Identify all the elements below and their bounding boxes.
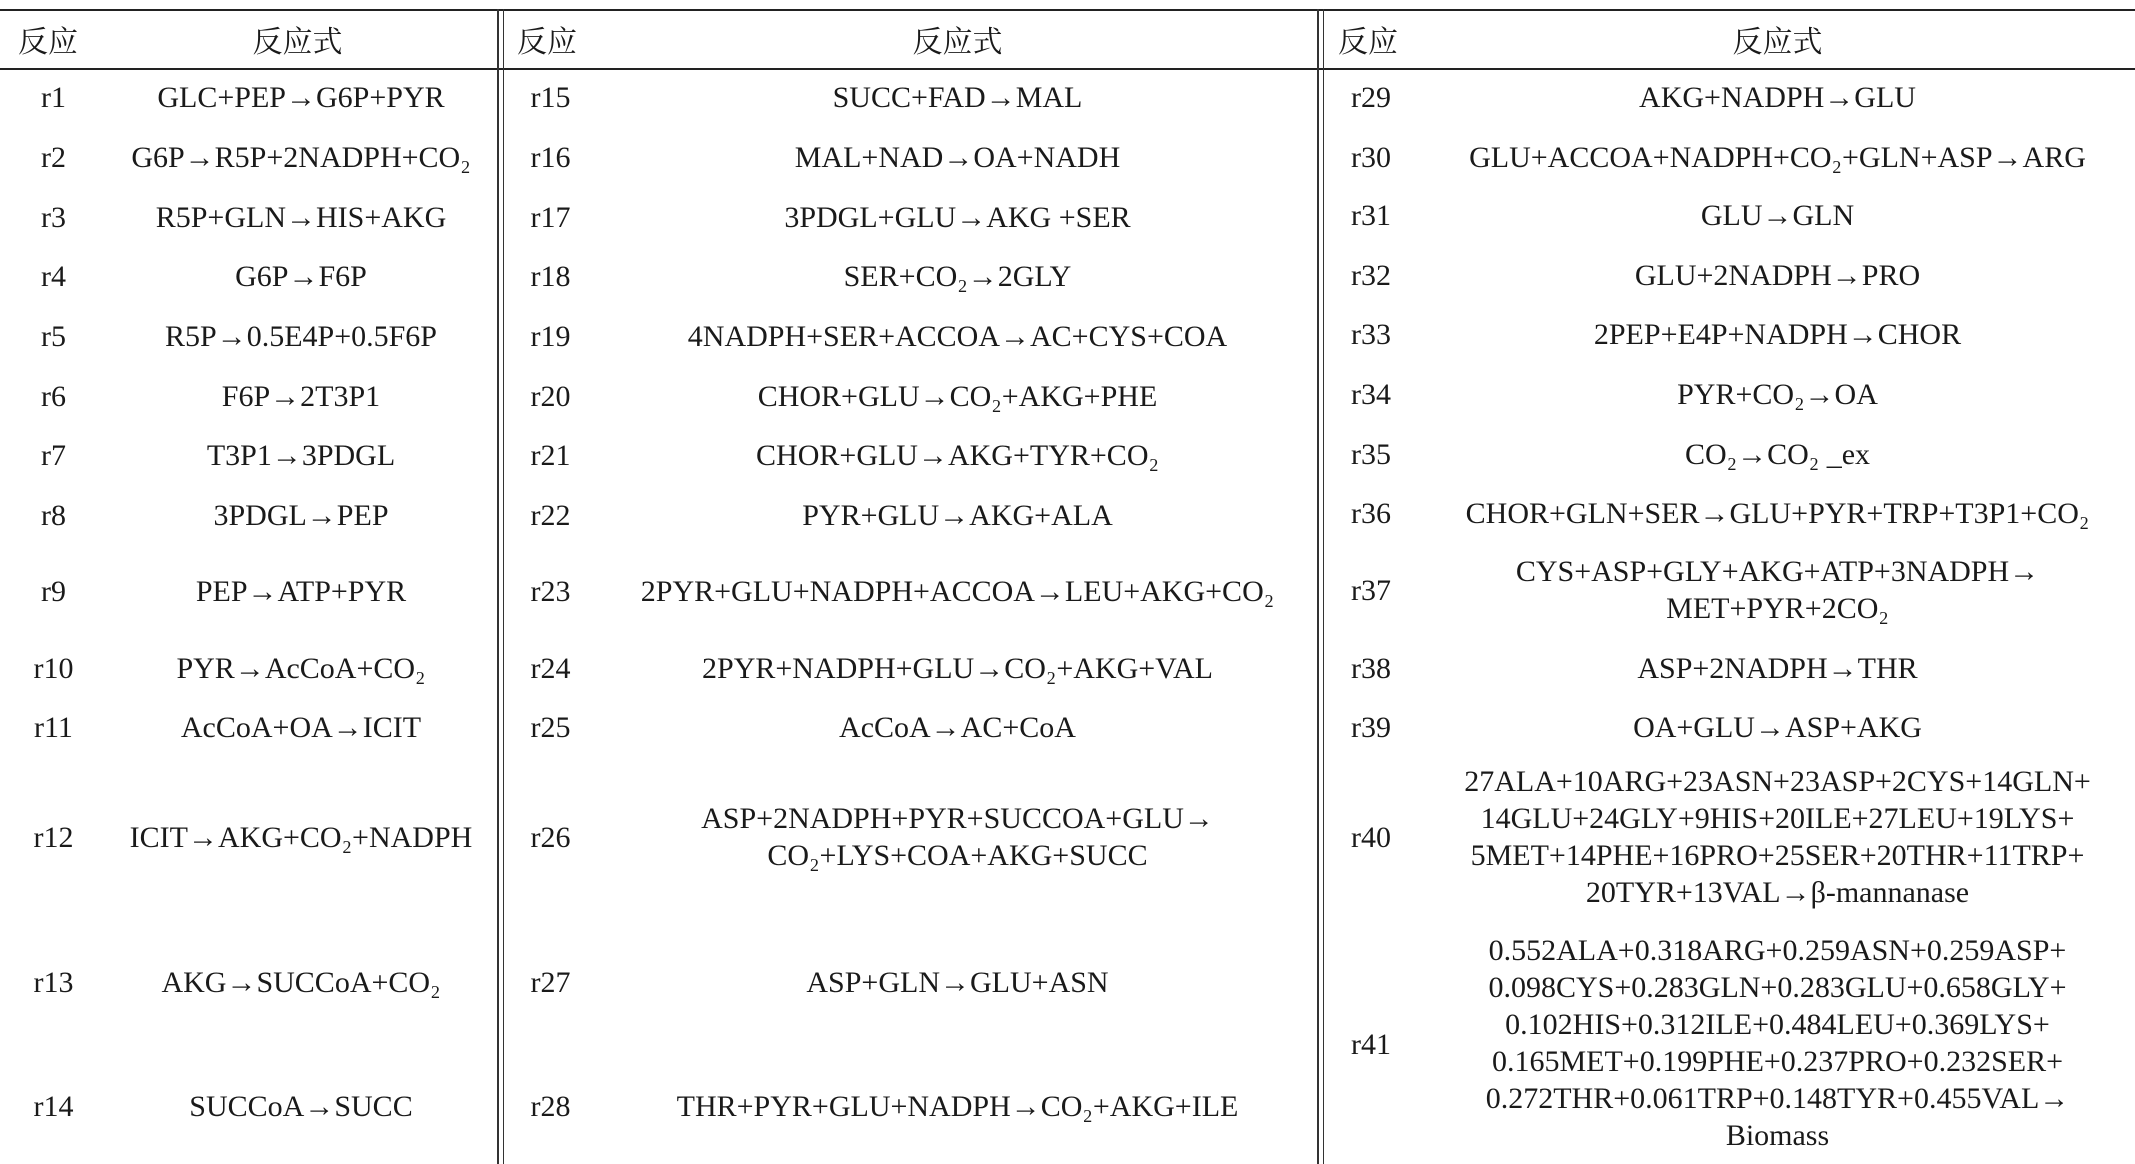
equation-line: CO₂+LYS+COA+AKG+SUCC: [767, 839, 1148, 872]
equation-line: 0.102HIS+0.312ILE+0.484LEU+0.369LYS+: [1505, 1007, 2050, 1041]
reaction-equation: PYR→AcCoA+CO₂: [176, 651, 426, 685]
equation-line: CYS+ASP+GLY+AKG+ATP+3NADPH→: [1515, 555, 2040, 588]
reaction-id: r39: [1351, 710, 1391, 744]
reaction-equation: ICIT→AKG+CO₂+NADPH: [129, 820, 473, 854]
reaction-id: r18: [530, 259, 571, 293]
reaction-equation: R5P+GLN→HIS+AKG: [155, 200, 447, 234]
reaction-id: r32: [1351, 258, 1391, 292]
reaction-equation: 3PDGL→PEP: [213, 498, 389, 532]
reaction-equation: PYR+GLU→AKG+ALA: [802, 498, 1113, 532]
reaction-id: r11: [34, 710, 73, 744]
reaction-equation: G6P→R5P+2NADPH+CO₂: [131, 140, 471, 174]
reaction-id: r33: [1351, 317, 1391, 351]
reaction-id: r2: [41, 140, 66, 174]
header-reaction-1: 反应: [18, 25, 78, 60]
reaction-equation: 2PEP+E4P+NADPH→CHOR: [1593, 317, 1962, 351]
reaction-equation: THR+PYR+GLU+NADPH→CO₂+AKG+ILE: [676, 1089, 1239, 1123]
reaction-equation: OA+GLU→ASP+AKG: [1633, 710, 1922, 744]
reaction-equation: MAL+NAD→OA+NADH: [794, 140, 1121, 174]
reaction-id: r41: [1351, 1027, 1391, 1061]
reaction-id: r20: [530, 379, 571, 413]
reaction-equation: ASP+2NADPH→THR: [1637, 651, 1918, 685]
reaction-id: r26: [530, 820, 571, 854]
reaction-id: r12: [33, 820, 74, 854]
header-equation-3: 反应式: [1732, 25, 1823, 60]
header-equation-2: 反应式: [912, 25, 1003, 60]
reaction-equation: GLU+2NADPH→PRO: [1634, 258, 1921, 292]
reaction-equation: PEP→ATP+PYR: [195, 574, 407, 608]
header-equation-1: 反应式: [252, 25, 343, 60]
column-separator-1: [497, 9, 504, 1164]
reaction-equation: GLC+PEP→G6P+PYR: [157, 80, 445, 114]
reaction-equation: AcCoA+OA→ICIT: [180, 710, 422, 744]
equation-line: 5MET+14PHE+16PRO+25SER+20THR+11TRP+: [1470, 839, 2085, 872]
reaction-equation: CHOR+GLU→AKG+TYR+CO₂: [756, 438, 1159, 472]
reaction-id: r7: [41, 438, 66, 472]
header-reaction-3: 反应: [1338, 25, 1398, 60]
reaction-equation: [1420, 553, 2135, 627]
reaction-id: r23: [530, 574, 571, 608]
equation-line: 14GLU+24GLY+9HIS+20ILE+27LEU+19LYS+: [1480, 802, 2075, 835]
reaction-id: r25: [530, 710, 571, 744]
equation-line: 0.165MET+0.199PHE+0.237PRO+0.232SER+: [1491, 1044, 2064, 1078]
reaction-equation: R5P→0.5E4P+0.5F6P: [165, 319, 437, 353]
reaction-id: r35: [1351, 437, 1391, 471]
reaction-equation: AKG+NADPH→GLU: [1639, 80, 1916, 114]
reaction-equation: SUCC+FAD→MAL: [832, 80, 1083, 114]
reaction-id: r37: [1351, 573, 1391, 607]
reaction-id: r30: [1351, 140, 1391, 174]
reaction-equation: F6P→2T3P1: [221, 379, 381, 413]
reaction-equation: CO₂→CO₂ _ex: [1684, 437, 1871, 471]
reaction-equation: 3PDGL+GLU→AKG +SER: [784, 200, 1131, 234]
reaction-id: r1: [41, 80, 66, 114]
reaction-equation: GLU+ACCOA+NADPH+CO₂+GLN+ASP→ARG: [1469, 140, 2086, 174]
reaction-id: r27: [530, 965, 571, 999]
reaction-equation: [1420, 930, 2135, 1155]
reaction-equation: 2PYR+NADPH+GLU→CO₂+AKG+VAL: [702, 651, 1213, 685]
reaction-equation: SER+CO₂→2GLY: [843, 259, 1072, 293]
reaction-id: r14: [33, 1089, 74, 1123]
equation-line: 0.098CYS+0.283GLN+0.283GLU+0.658GLY+: [1488, 970, 2067, 1004]
reaction-equation: [600, 800, 1315, 874]
equation-line: MET+PYR+2CO₂: [1666, 592, 1889, 625]
reaction-equation: [1420, 762, 2135, 912]
header-bottom-rule: [0, 68, 2135, 70]
reaction-id: r34: [1351, 377, 1391, 411]
header-reaction-2: 反应: [517, 25, 577, 60]
equation-line: 27ALA+10ARG+23ASN+23ASP+2CYS+14GLN+: [1464, 765, 2091, 798]
reaction-id: r8: [41, 498, 66, 532]
reaction-id: r38: [1351, 651, 1391, 685]
reaction-equation: AcCoA→AC+CoA: [839, 710, 1076, 744]
reaction-id: r15: [530, 80, 571, 114]
reaction-id: r28: [530, 1089, 571, 1123]
reaction-equation: G6P→F6P: [235, 259, 367, 293]
reaction-equation: CHOR+GLU→CO₂+AKG+PHE: [757, 379, 1158, 413]
reaction-id: r4: [41, 259, 66, 293]
reaction-equation: 2PYR+GLU+NADPH+ACCOA→LEU+AKG+CO₂: [640, 574, 1275, 608]
reaction-id: r10: [33, 651, 74, 685]
reaction-equation: PYR+CO₂→OA: [1677, 377, 1878, 411]
reaction-id: r22: [530, 498, 571, 532]
reaction-equation: ASP+GLN→GLU+ASN: [806, 965, 1109, 999]
equation-line: Biomass: [1725, 1118, 1830, 1152]
reaction-equation: GLU→GLN: [1700, 198, 1855, 232]
reaction-equation: CHOR+GLN+SER→GLU+PYR+TRP+T3P1+CO₂: [1465, 496, 2090, 530]
reaction-id: r13: [33, 965, 74, 999]
reaction-id: r3: [41, 200, 66, 234]
column-separator-2: [1317, 9, 1324, 1164]
equation-line: 20TYR+13VAL→β-mannanase: [1585, 876, 1970, 909]
reaction-id: r6: [41, 379, 66, 413]
equation-line: 0.272THR+0.061TRP+0.148TYR+0.455VAL→: [1485, 1081, 2070, 1115]
equation-line: ASP+2NADPH+PYR+SUCCOA+GLU→: [701, 802, 1214, 835]
reaction-id: r21: [530, 438, 571, 472]
reaction-id: r40: [1351, 820, 1391, 854]
reaction-id: r31: [1351, 198, 1391, 232]
reaction-id: r24: [530, 651, 571, 685]
reaction-id: r5: [41, 319, 66, 353]
reaction-equation: AKG→SUCCoA+CO₂: [161, 965, 441, 999]
reaction-equation: T3P1→3PDGL: [206, 438, 396, 472]
reaction-id: r9: [41, 574, 66, 608]
reaction-id: r29: [1351, 80, 1391, 114]
reaction-id: r19: [530, 319, 571, 353]
reaction-equation: 4NADPH+SER+ACCOA→AC+CYS+COA: [687, 319, 1228, 353]
reaction-id: r17: [530, 200, 571, 234]
reaction-equation: SUCCoA→SUCC: [189, 1089, 413, 1123]
equation-line: 0.552ALA+0.318ARG+0.259ASN+0.259ASP+: [1488, 933, 2067, 967]
reaction-id: r36: [1351, 496, 1391, 530]
reaction-id: r16: [530, 140, 571, 174]
table-top-rule: [0, 9, 2135, 11]
